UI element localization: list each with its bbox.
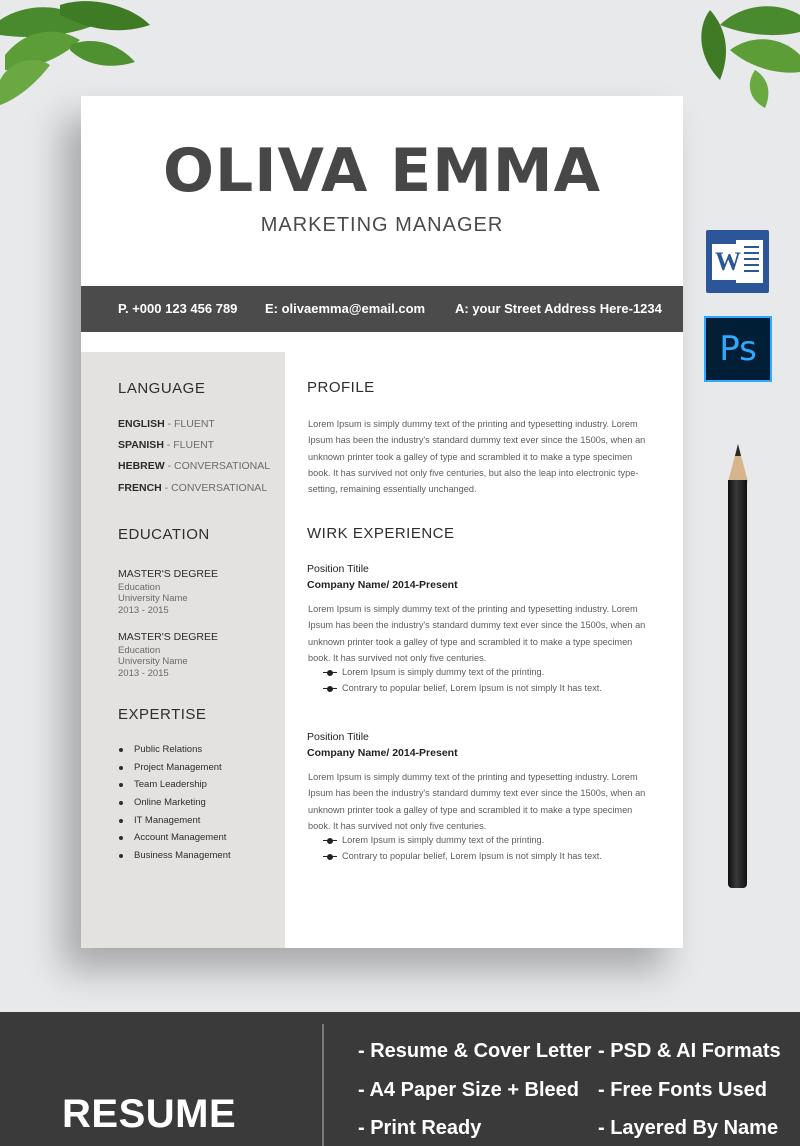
contact-phone: P. +000 123 456 789 [118, 301, 238, 316]
job-position: Position Titile [307, 731, 369, 743]
bullet-marker-icon [323, 853, 337, 861]
bullet-marker-icon [323, 837, 337, 845]
experience-heading: WIRK EXPERIENCE [307, 525, 455, 542]
education-school: University Name [118, 656, 188, 667]
word-icon [706, 230, 769, 293]
feature-item: - Resume & Cover Letter [358, 1040, 592, 1062]
education-years: 2013 - 2015 [118, 668, 169, 679]
expertise-item: Account Management [119, 832, 231, 850]
education-school: University Name [118, 593, 188, 604]
job-company: Company Name/ 2014-Present [307, 579, 458, 591]
language-item: SPANISH - FLUENT [118, 439, 215, 451]
feature-item: - Print Ready [358, 1117, 482, 1139]
feature-item: - A4 Paper Size + Bleed [358, 1079, 580, 1101]
job-description: Lorem Ipsum is simply dummy text of the printing and typesetting industry. Lorem Ipsum has been the industry's standard dummy text ever since the 1500s, when an unknown printer took a galley of type and scrambled it to make a type specimen book. It has survived not only five centuries. [308, 604, 646, 663]
job-bullet: Contrary to popular belief, Lorem Ipsum is not simply It has text. [323, 851, 602, 861]
plant-leaves-left-icon [0, 0, 160, 110]
education-degree: MASTER'S DEGREE [118, 631, 219, 643]
education-field: Education [118, 582, 161, 593]
feature-item: - PSD & AI Formats [598, 1040, 781, 1062]
feature-item: - Layered By Name [598, 1117, 779, 1139]
job-bullet: Lorem Ipsum is simply dummy text of the printing. [323, 667, 544, 677]
expertise-item: Online Marketing [119, 797, 231, 815]
footer-title: RESUME [62, 1092, 237, 1136]
word-icon-letter: W [712, 244, 744, 280]
expertise-item: Business Management [119, 850, 231, 868]
bullet-marker-icon [323, 685, 337, 693]
job-bullet: Contrary to popular belief, Lorem Ipsum is not simply It has text. [323, 683, 602, 693]
language-item: ENGLISH - FLUENT [118, 418, 215, 430]
resume-name: OLIVA EMMA [162, 136, 602, 206]
bullet-marker-icon [323, 669, 337, 677]
education-degree: MASTER'S DEGREE [118, 568, 219, 580]
job-bullet: Lorem Ipsum is simply dummy text of the printing. [323, 835, 544, 845]
expertise-list [119, 744, 231, 868]
profile-heading: PROFILE [307, 379, 375, 396]
expertise-item: IT Management [119, 815, 231, 833]
resume-sidebar [81, 352, 285, 948]
resume-page [81, 96, 683, 948]
resume-job-title: MARKETING MANAGER [260, 214, 504, 236]
feature-item: - Free Fonts Used [598, 1079, 767, 1101]
expertise-heading: EXPERTISE [118, 706, 207, 723]
expertise-item: Public Relations [119, 744, 231, 762]
profile-text: Lorem Ipsum is simply dummy text of the printing and typesetting industry. Lorem Ipsum has been the industry's standard dummy text ever since the 1500s, when an unknown printer took a galley of type and scrambled it to make a type specimen book. It has survived not only five centuries, but also the leap into electronic type-setting, remaining essentially unchanged. [308, 419, 646, 495]
photoshop-icon-letter: Ps [719, 329, 757, 369]
language-heading: LANGUAGE [118, 380, 206, 397]
footer-divider [322, 1024, 324, 1146]
education-years: 2013 - 2015 [118, 605, 169, 616]
expertise-item: Project Management [119, 762, 231, 780]
plant-leaves-right-icon [680, 0, 800, 110]
language-item: FRENCH - CONVERSATIONAL [118, 482, 268, 494]
job-position: Position Titile [307, 563, 369, 575]
education-heading: EDUCATION [118, 526, 210, 543]
language-item: HEBREW - CONVERSATIONAL [118, 460, 271, 472]
contact-bar [81, 286, 683, 332]
job-company: Company Name/ 2014-Present [307, 747, 458, 759]
job-description: Lorem Ipsum is simply dummy text of the printing and typesetting industry. Lorem Ipsum has been the industry's standard dummy text ever since the 1500s, when an unknown printer took a galley of type and scrambled it to make a type specimen book. It has survived not only five centuries. [308, 772, 646, 831]
contact-address: A: your Street Address Here-1234 [455, 301, 662, 316]
pencil-icon [728, 480, 747, 888]
pencil-tip-icon [726, 444, 750, 484]
expertise-item: Team Leadership [119, 779, 231, 797]
education-field: Education [118, 645, 161, 656]
product-footer [0, 1012, 800, 1146]
contact-email: E: olivaemma@email.com [265, 301, 426, 316]
photoshop-icon [704, 316, 772, 382]
